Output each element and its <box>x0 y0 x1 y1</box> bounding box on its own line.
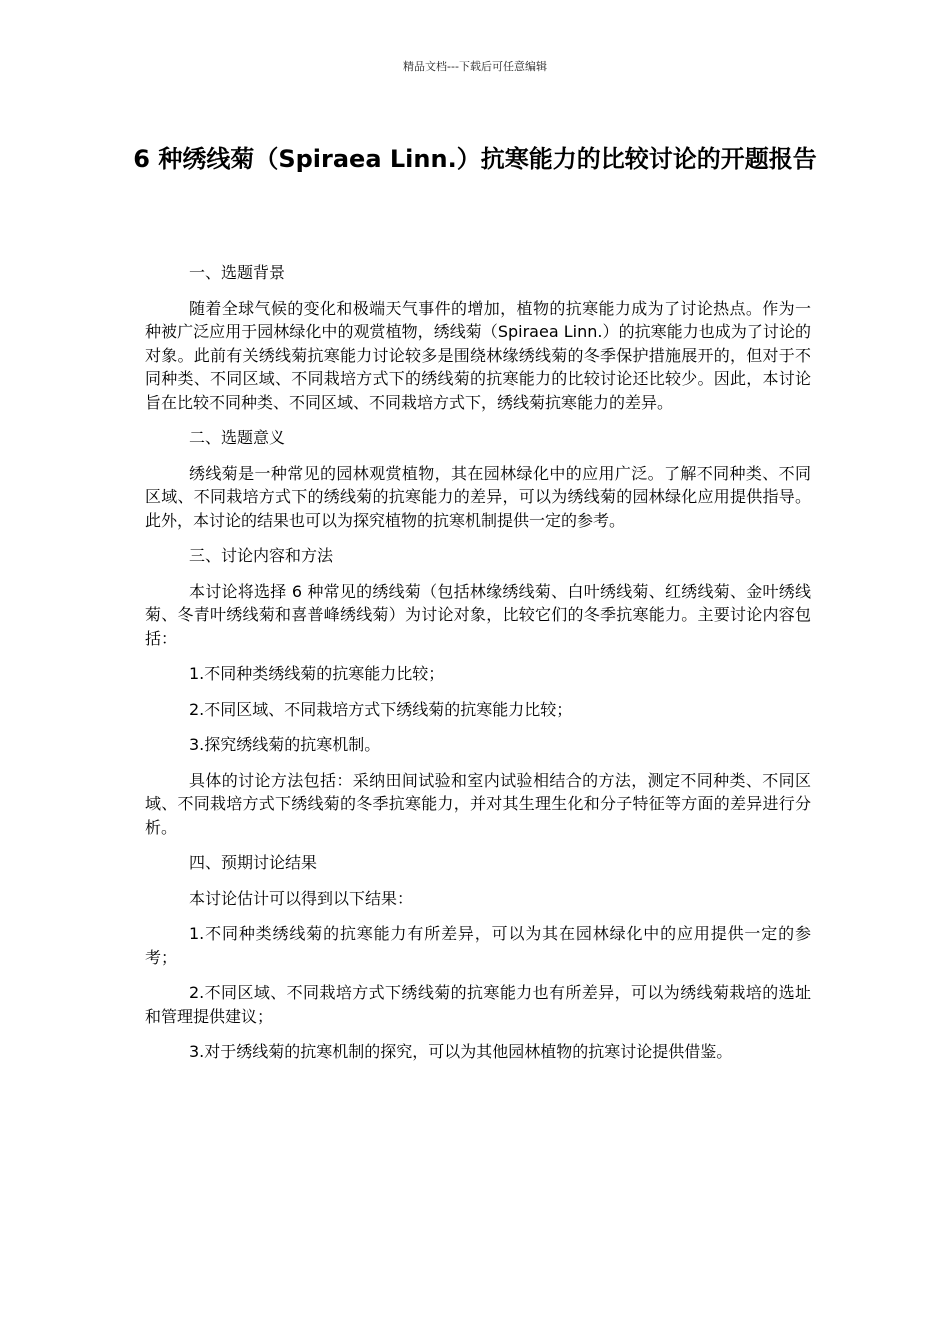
paragraph-significance: 绣线菊是一种常见的园林观赏植物，其在园林绿化中的应用广泛。了解不同种类、不同区域、不同栽培方式下的绣线菊的抗寒能力的差异，可以为绣线菊的园林绿化应用提供指导。此外，本讨论的结果也可以为探究植物的抗寒机制提供一定的参考。 <box>145 463 811 530</box>
paragraph-expected-intro: 本讨论估计可以得到以下结果： <box>189 888 414 908</box>
list-item-result-2: 2.不同区域、不同栽培方式下绣线菊的抗寒能力也有所差异，可以为绣线菊栽培的选址和管理提供建议； <box>145 983 811 1026</box>
paragraph-methods: 具体的讨论方法包括：采纳田间试验和室内试验相结合的方法，测定不同种类、不同区域、不同栽培方式下绣线菊的冬季抗寒能力，并对其生理生化和分子特征等方面的差异进行分析。 <box>145 770 811 837</box>
list-item-content-3: 3.探究绣线菊的抗寒机制。 <box>189 735 381 754</box>
list-item-result-1: 1.不同种类绣线菊的抗寒能力有所差异，可以为其在园林绿化中的应用提供一定的参考； <box>145 924 811 967</box>
section-heading-expected-results: 四、预期讨论结果 <box>189 853 318 872</box>
list-item-content-2: 2.不同区域、不同栽培方式下绣线菊的抗寒能力比较； <box>189 699 573 719</box>
header-note: 精品文档---下载后可任意编辑 <box>403 60 547 73</box>
section-heading-content-methods: 三、讨论内容和方法 <box>189 546 334 565</box>
section-heading-background: 一、选题背景 <box>189 263 286 282</box>
section-heading-significance: 二、选题意义 <box>189 428 286 447</box>
document-body <box>145 261 811 1076</box>
list-item-result-3: 3.对于绣线菊的抗寒机制的探究，可以为其他园林植物的抗寒讨论提供借鉴。 <box>189 1042 733 1061</box>
document-title: 6 种绣线菊（Spiraea Linn.）抗寒能力的比较讨论的开题报告 <box>133 145 817 173</box>
paragraph-content-intro: 本讨论将选择 6 种常见的绣线菊（包括林缘绣线菊、白叶绣线菊、红绣线菊、金叶绣线菊、冬青叶绣线菊和喜普峰绣线菊）为讨论对象，比较它们的冬季抗寒能力。主要讨论内容包括： <box>145 581 811 648</box>
list-item-content-1: 1.不同种类绣线菊的抗寒能力比较； <box>189 664 445 683</box>
paragraph-background: 随着全球气候的变化和极端天气事件的增加，植物的抗寒能力成为了讨论热点。作为一种被广泛应用于园林绿化中的观赏植物，绣线菊（Spiraea Linn.）的抗寒能力也成为了讨论的对象。此前有关绣线菊抗寒能力讨论较多是围绕林缘绣线菊的冬季保护措施展开的，但对于不同种类、不同区域、不同栽培方式下的绣线菊的抗寒能力的比较讨论还比较少。因此，本讨论旨在比较不同种类、不同区域、不同栽培方式下，绣线菊抗寒能力的差异。 <box>145 298 811 412</box>
